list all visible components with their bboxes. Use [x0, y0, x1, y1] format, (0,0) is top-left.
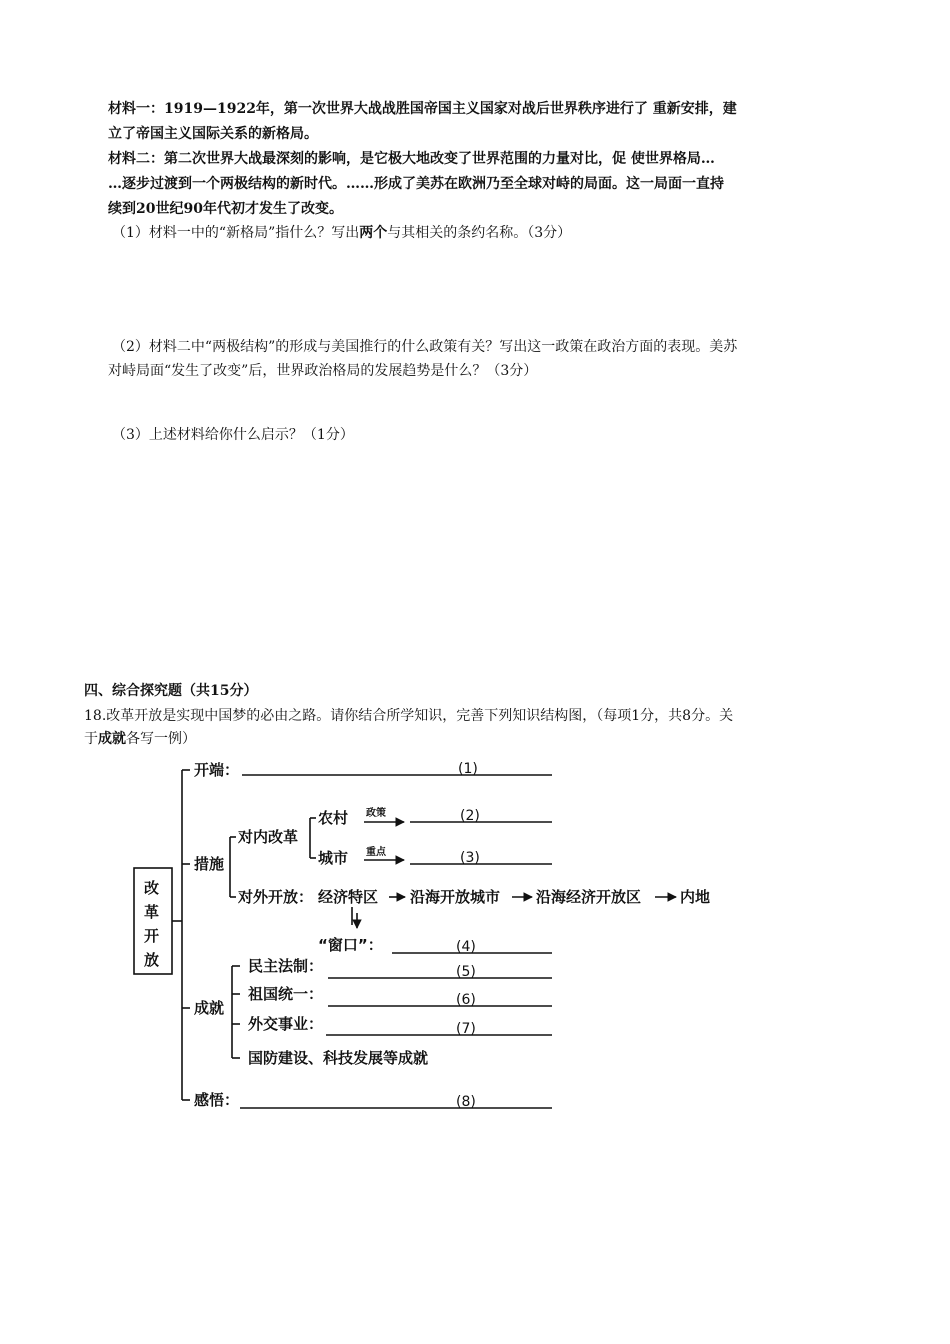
blank-3: (3): [460, 850, 480, 866]
blank-6: (6): [456, 992, 476, 1008]
question-1-bold: 两个: [359, 225, 388, 241]
root-char-2: 革: [144, 903, 160, 921]
label-guofang: 国防建设、科技发展等成就: [248, 1049, 429, 1067]
label-chengshi: 城市: [318, 849, 349, 867]
label-ganwu: 感悟：: [194, 1091, 240, 1109]
label-chengjiu: 成就: [194, 999, 225, 1017]
question-2-line2: 对峙局面“发生了改变”后，世界政治格局的发展趋势是什么？（3分）: [108, 363, 538, 379]
root-char-4: 放: [144, 951, 160, 969]
section-4-title: 四、综合探究题（共15分）: [84, 683, 258, 699]
blank-1: (1): [458, 761, 478, 777]
material1-line1: 材料一：1919—1922年，第一次世界大战战胜国帝国主义国家对战后世界秩序进行了 重新安排，建: [108, 101, 737, 117]
chain-3: 沿海经济开放区: [536, 888, 642, 906]
label-waijiao: 外交事业：: [248, 1015, 324, 1033]
q18-post: 各写一例）: [126, 731, 196, 747]
blank-2: (2): [460, 808, 480, 824]
label-chuangkou: “窗口”：: [318, 936, 383, 954]
question-18-line1: 18.改革开放是实现中国梦的必由之路。请你结合所学知识，完善下列知识结构图，（每项1分，共8分。关: [84, 708, 734, 724]
blank-5: (5): [456, 964, 476, 980]
label-kaiduan: 开端：: [194, 761, 240, 779]
q18-bold: 成就: [98, 731, 126, 747]
chain-1: 经济特区: [318, 888, 379, 906]
material2-line3: 续到20世纪90年代初才发生了改变。: [108, 201, 343, 217]
label-duiwai: 对外开放：: [238, 888, 314, 906]
question-2-line1: （2）材料二中“两极结构”的形成与美国推行的什么政策有关？写出这一政策在政治方面的表现。美苏: [112, 339, 738, 355]
label-zhongdian: 重点: [366, 847, 386, 858]
q18-pre: 于: [84, 731, 98, 747]
material2-line1: 材料二：第二次世界大战最深刻的影响，是它极大地改变了世界范围的力量对比，促 使世界格局…: [108, 151, 715, 167]
root-char-1: 改: [144, 879, 160, 897]
label-minzhu: 民主法制：: [248, 957, 324, 975]
root-char-3: 开: [144, 927, 160, 945]
question-1-pre: （1）材料一中的“新格局”指什么？写出: [112, 225, 360, 241]
label-zhengce: 政策: [366, 808, 386, 819]
chain-2: 沿海开放城市: [410, 888, 501, 906]
question-1-post: 与其相关的条约名称。（3分）: [387, 225, 572, 241]
label-cuoshi: 措施: [194, 855, 225, 873]
material1-line2: 立了帝国主义国际关系的新格局。: [108, 126, 318, 142]
label-duinei: 对内改革: [238, 828, 299, 846]
label-zuguo: 祖国统一：: [248, 985, 324, 1003]
chain-4: 内地: [680, 888, 711, 906]
blank-4: (4): [456, 939, 476, 955]
blank-8: (8): [456, 1094, 476, 1110]
label-nongcun: 农村: [318, 809, 349, 827]
blank-7: (7): [456, 1021, 476, 1037]
material2-line2: …逐步过渡到一个两极结构的新时代。……形成了美苏在欧洲乃至全球对峙的局面。这一局面一直持: [108, 176, 724, 192]
question-3: （3）上述材料给你什么启示？（1分）: [112, 427, 354, 443]
